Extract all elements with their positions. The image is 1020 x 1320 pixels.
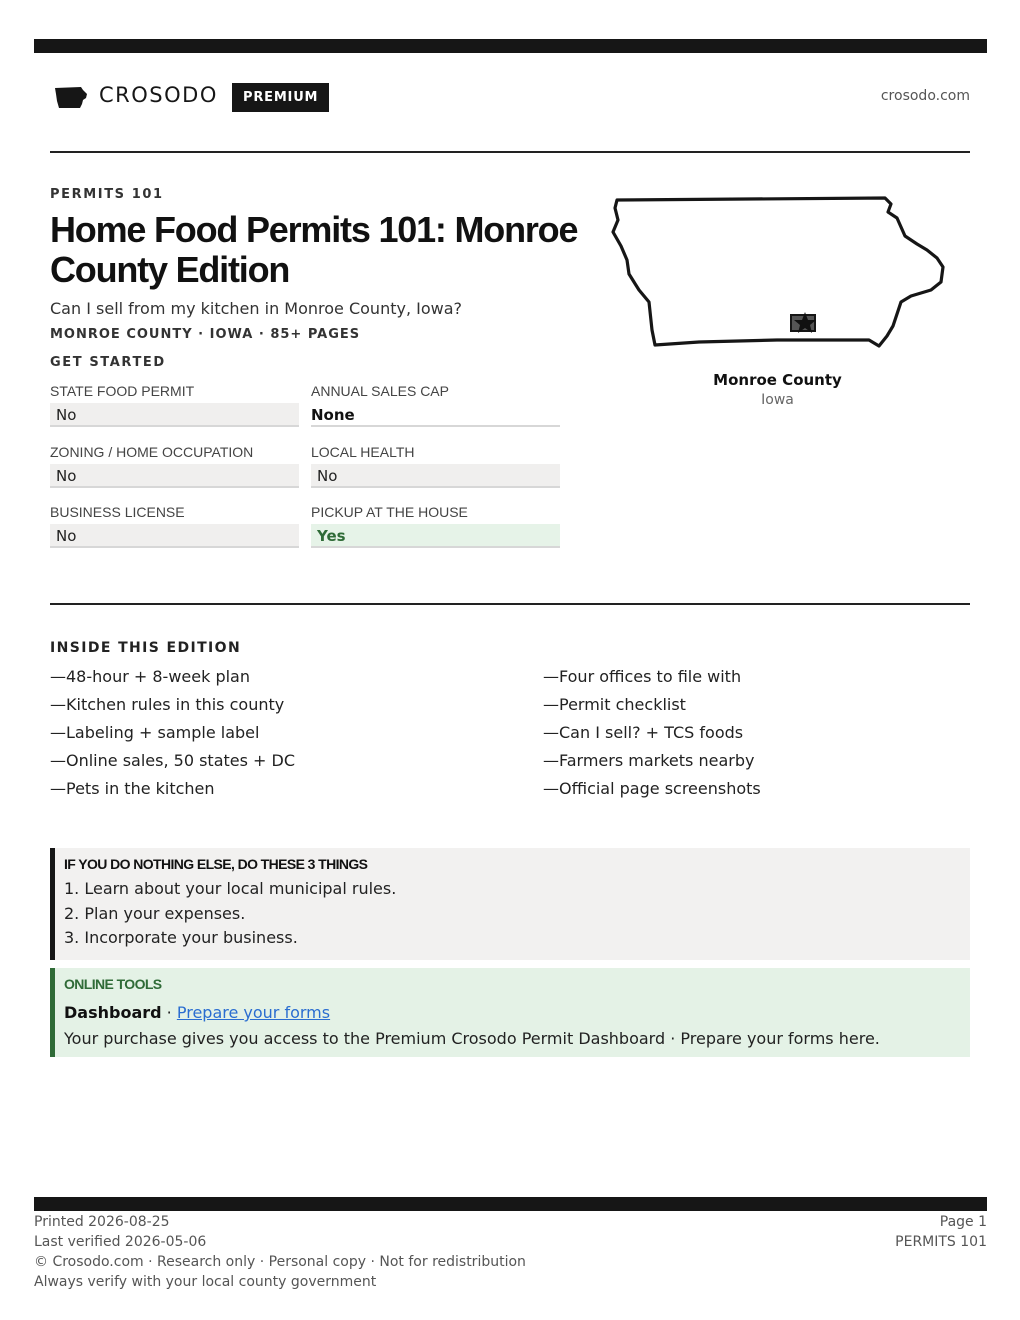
tools-title: ONLINE TOOLS	[64, 976, 162, 992]
section-divider	[50, 603, 970, 605]
fact-value: No	[50, 524, 299, 548]
fact-zoning	[50, 442, 299, 488]
fact-pickup	[311, 502, 560, 548]
list-item: —Labeling + sample label	[50, 723, 260, 742]
list-item: —Four offices to file with	[543, 667, 742, 686]
iowa-map	[605, 190, 950, 365]
fact-annual-sales-cap	[311, 381, 560, 427]
callout-item: 2. Plan your expenses.	[64, 903, 246, 923]
page-subtitle: Can I sell from my kitchen in Monroe County, Iowa?	[50, 299, 463, 318]
fact-label: STATE FOOD PERMIT	[50, 383, 195, 399]
header	[50, 80, 970, 114]
list-item: —Farmers markets nearby	[543, 751, 755, 770]
tools-description: Your purchase gives you access to the Premium Crosodo Permit Dashboard · Prepare your forms here.	[64, 1029, 880, 1048]
bottom-bar	[34, 1197, 987, 1211]
online-tools-panel	[50, 968, 970, 1057]
page-meta: MONROE COUNTY · IOWA · 85+ PAGES	[50, 327, 361, 342]
map-county-name: Monroe County	[713, 371, 842, 389]
footer-section: PERMITS 101	[895, 1234, 987, 1250]
tools-links-line	[64, 1002, 970, 1028]
premium-badge: PREMIUM	[232, 83, 329, 112]
page-number: Page 1	[939, 1214, 987, 1230]
fact-label: ZONING / HOME OCCUPATION	[50, 444, 254, 460]
fact-state-food-permit	[50, 381, 299, 427]
section-eyebrow: PERMITS 101	[50, 187, 164, 202]
fact-value: No	[50, 464, 299, 488]
prepare-forms-link[interactable]: Prepare your forms	[176, 1003, 331, 1022]
page-title: Home Food Permits 101: Monroe County Edition	[50, 209, 578, 290]
top-bar	[34, 39, 987, 53]
iowa-outline	[613, 198, 943, 346]
verify-note: Always verify with your local county government	[34, 1274, 377, 1290]
fact-label: LOCAL HEALTH	[311, 444, 415, 460]
brand-name: CROSODO	[99, 83, 218, 107]
fact-local-health	[311, 442, 560, 488]
list-item: —Can I sell? + TCS foods	[543, 723, 744, 742]
inside-list-left	[50, 667, 470, 807]
verified-date: Last verified 2026-05-06	[34, 1234, 207, 1250]
list-item: —Pets in the kitchen	[50, 779, 215, 798]
iowa-logo-icon	[54, 86, 88, 110]
footer-right	[895, 1212, 987, 1252]
callout-title: IF YOU DO NOTHING ELSE, DO THESE 3 THINGS	[64, 856, 368, 872]
separator: ·	[161, 1003, 177, 1022]
dashboard-label: Dashboard	[64, 1003, 162, 1022]
list-item: —Kitchen rules in this county	[50, 695, 285, 714]
site-url[interactable]: crosodo.com	[880, 88, 970, 104]
fact-value: Yes	[311, 524, 560, 548]
list-item: —Permit checklist	[543, 695, 686, 714]
fact-label: PICKUP AT THE HOUSE	[311, 504, 468, 520]
list-item: —48-hour + 8-week plan	[50, 667, 250, 686]
inside-list-right	[543, 667, 963, 807]
fact-value: No	[311, 464, 560, 488]
footer-left	[34, 1212, 526, 1292]
callout-item: 1. Learn about your local municipal rules.	[64, 879, 397, 898]
copyright-notice: © Crosodo.com · Research only · Personal copy · Not for redistribution	[34, 1254, 526, 1270]
header-divider	[50, 151, 970, 153]
fact-business-license	[50, 502, 299, 548]
get-started-heading: GET STARTED	[50, 355, 166, 370]
three-things-callout	[50, 848, 970, 960]
callout-item: 3. Incorporate your business.	[64, 928, 298, 947]
fact-value: No	[50, 403, 299, 427]
fact-label: BUSINESS LICENSE	[50, 504, 185, 520]
map-state-name: Iowa	[761, 392, 794, 408]
fact-label: ANNUAL SALES CAP	[311, 383, 449, 399]
printed-date: Printed 2026-08-25	[34, 1214, 170, 1230]
list-item: —Online sales, 50 states + DC	[50, 751, 296, 770]
fact-value: None	[311, 403, 560, 427]
list-item: —Official page screenshots	[543, 779, 761, 798]
inside-edition-heading: INSIDE THIS EDITION	[50, 640, 242, 656]
